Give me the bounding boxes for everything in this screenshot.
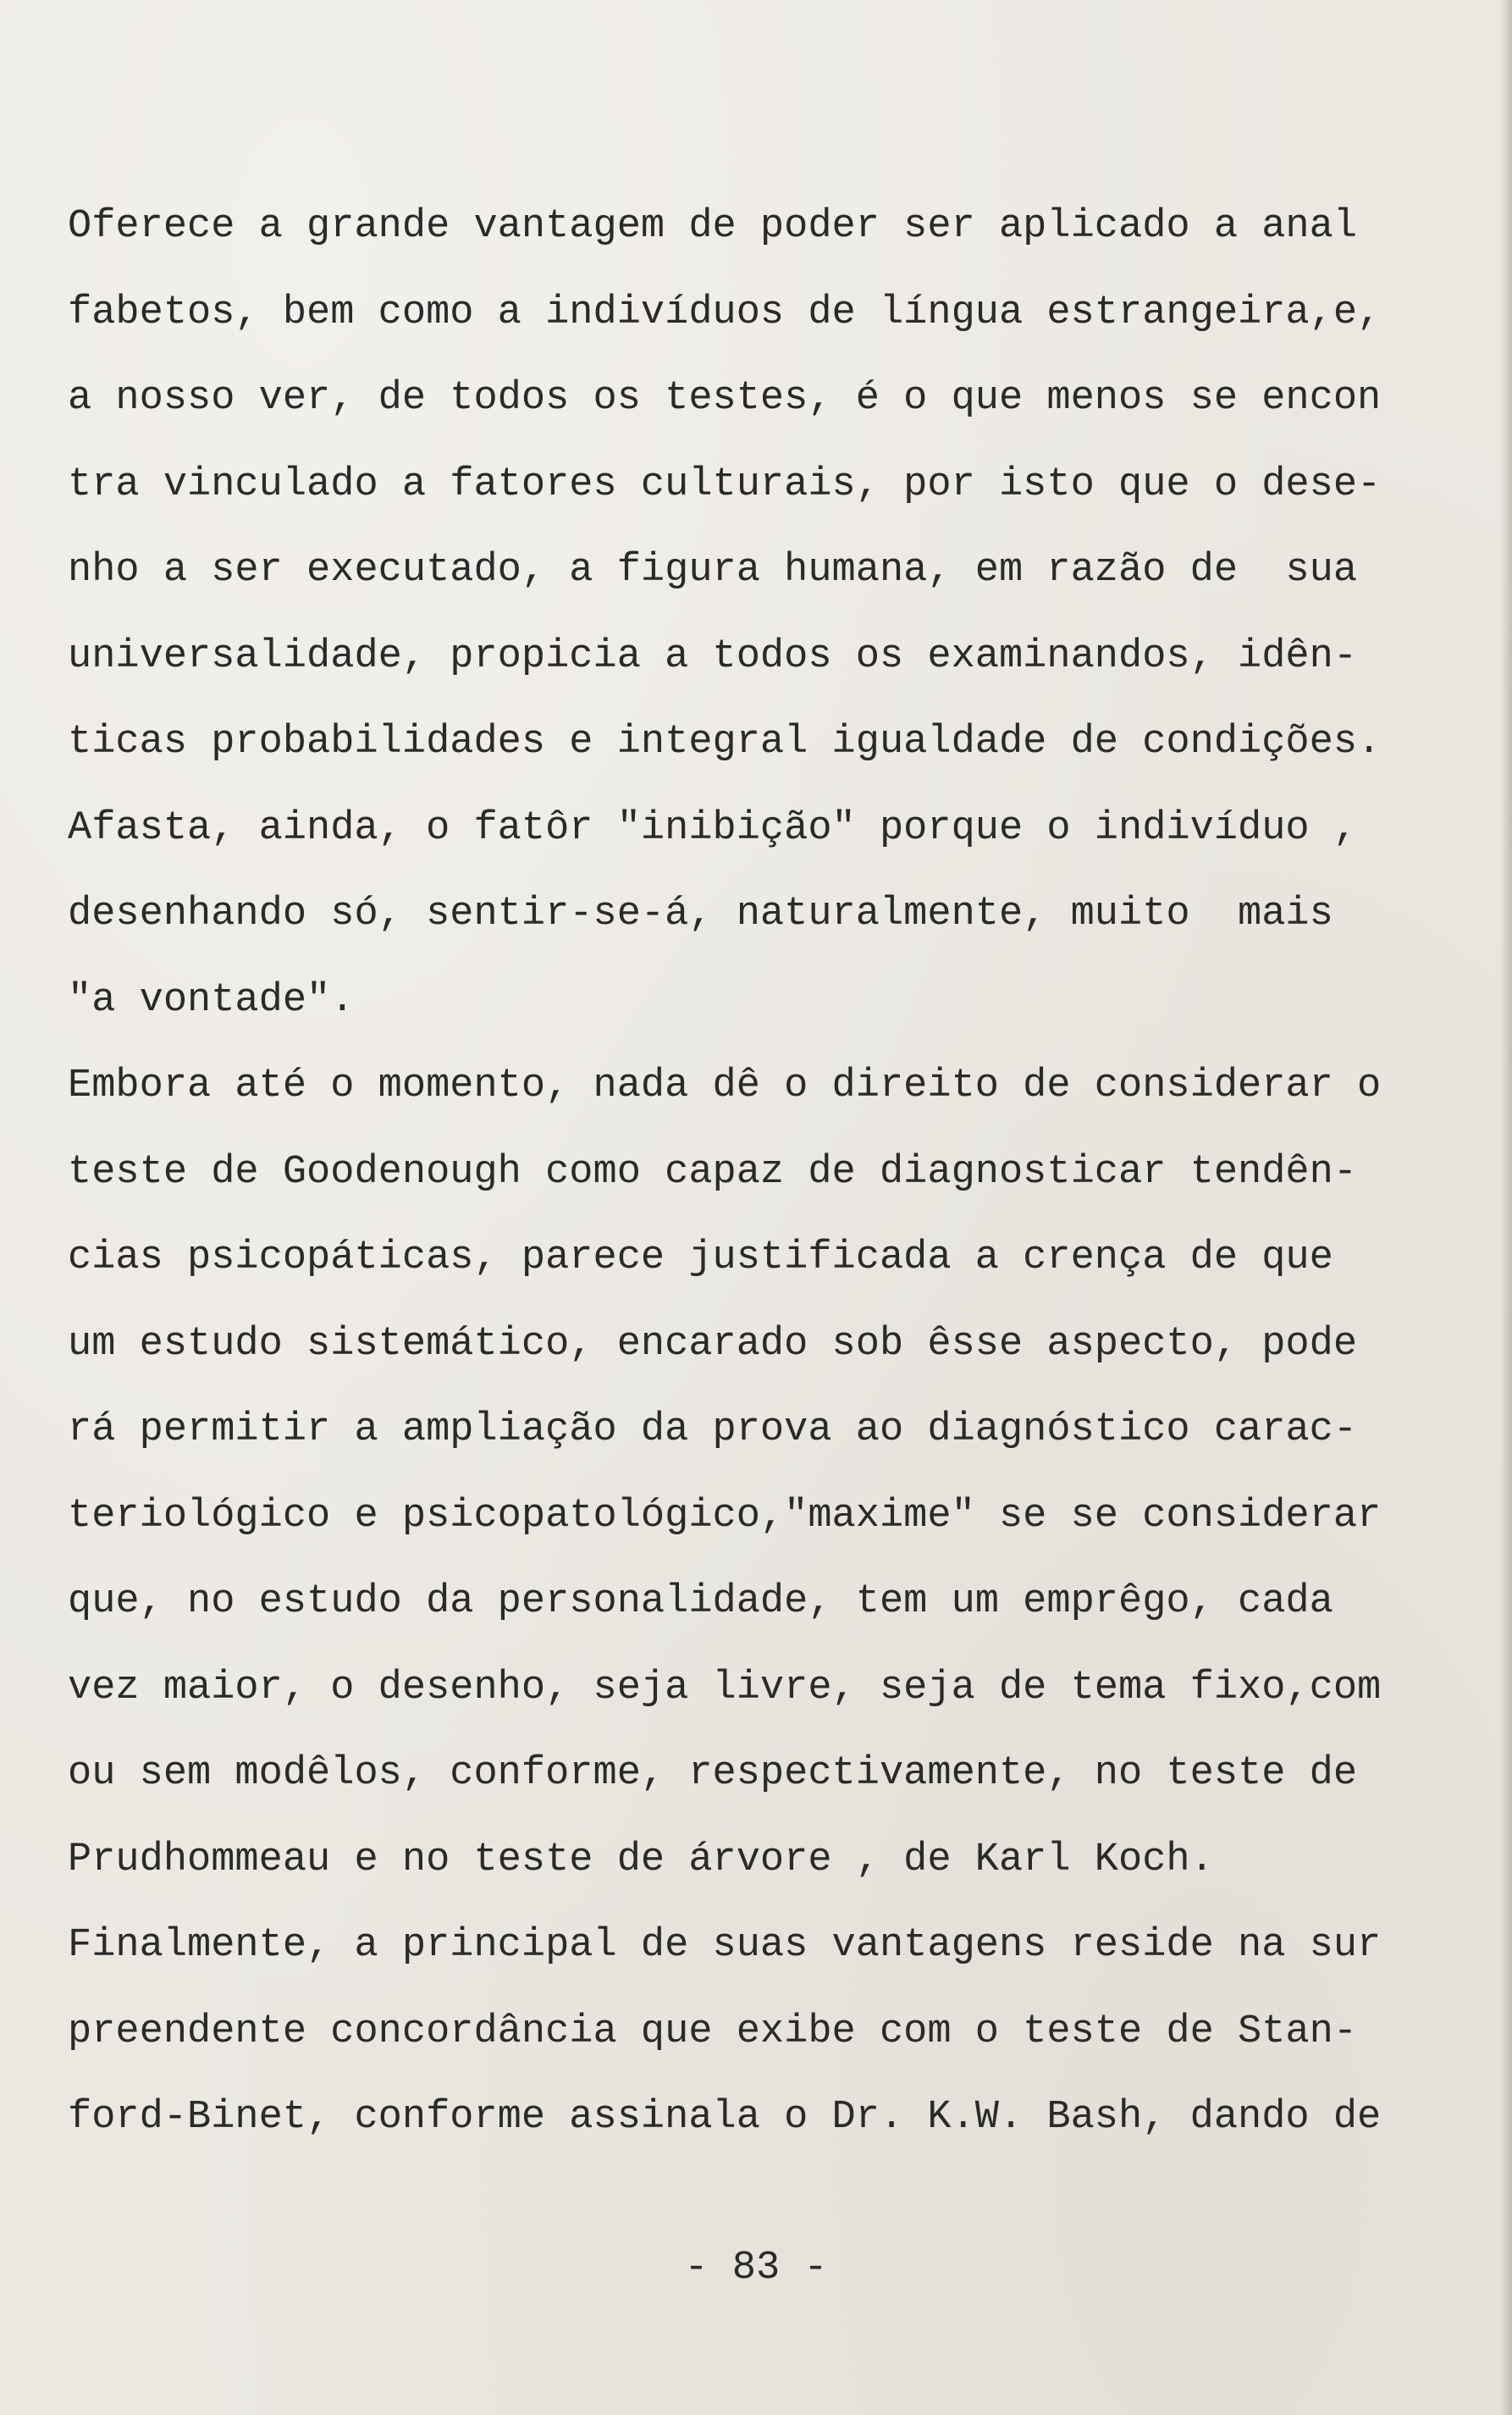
text-line: teste de Goodenough como capaz de diagnosticar tendên- — [68, 1149, 1358, 1195]
text-line: vez maior, o desenho, seja livre, seja de tema fixo,com — [68, 1665, 1382, 1710]
text-line: fabetos, bem como a indivíduos de língua estrangeira,e, — [68, 290, 1382, 335]
text-line: teriológico e psicopatológico,"maxime" se se considerar — [68, 1493, 1382, 1539]
text-line: tra vinculado a fatores culturais, por isto que o dese- — [68, 461, 1382, 507]
text-line: Prudhommeau e no teste de árvore , de Karl Koch. — [68, 1837, 1214, 1882]
text-line: um estudo sistemático, encarado sob êsse aspecto, pode — [68, 1321, 1358, 1367]
text-line: "a vontade". — [68, 977, 355, 1023]
text-line: Oferece a grande vantagem de poder ser aplicado a anal — [68, 204, 1358, 249]
page-number: - 83 - — [684, 2246, 828, 2291]
text-line: Embora até o momento, nada dê o direito de considerar o — [68, 1064, 1382, 1108]
text-line: nho a ser executado, a figura humana, em razão de sua — [68, 548, 1358, 593]
text-line: ticas probabilidades e integral igualdade de condições. — [68, 720, 1382, 765]
text-line: Afasta, ainda, o fatôr "inibição" porque o indivíduo , — [68, 805, 1358, 851]
text-line: cias psicopáticas, parece justificada a crença de que — [68, 1235, 1333, 1280]
text-line: desenhando só, sentir-se-á, naturalmente, muito mais — [68, 892, 1333, 937]
text-line: ou sem modêlos, conforme, respectivamente, no teste de — [68, 1751, 1358, 1796]
text-line: Finalmente, a principal de suas vantagens reside na sur — [68, 1923, 1382, 1968]
text-line: ford-Binet, conforme assinala o Dr. K.W. Bash, dando de — [68, 2095, 1382, 2140]
body-text — [68, 202, 1473, 2179]
text-line: universalidade, propicia a todos os examinandos, idên- — [68, 633, 1358, 679]
text-line: rá permitir a ampliação da prova ao diagnóstico carac- — [68, 1407, 1358, 1452]
text-line: preendente concordância que exibe com o teste de Stan- — [68, 2009, 1358, 2054]
text-line: a nosso ver, de todos os testes, é o que menos se encon — [68, 376, 1382, 421]
text-line: que, no estudo da personalidade, tem um emprêgo, cada — [68, 1579, 1333, 1624]
page-edge-shadow — [1500, 0, 1512, 2415]
